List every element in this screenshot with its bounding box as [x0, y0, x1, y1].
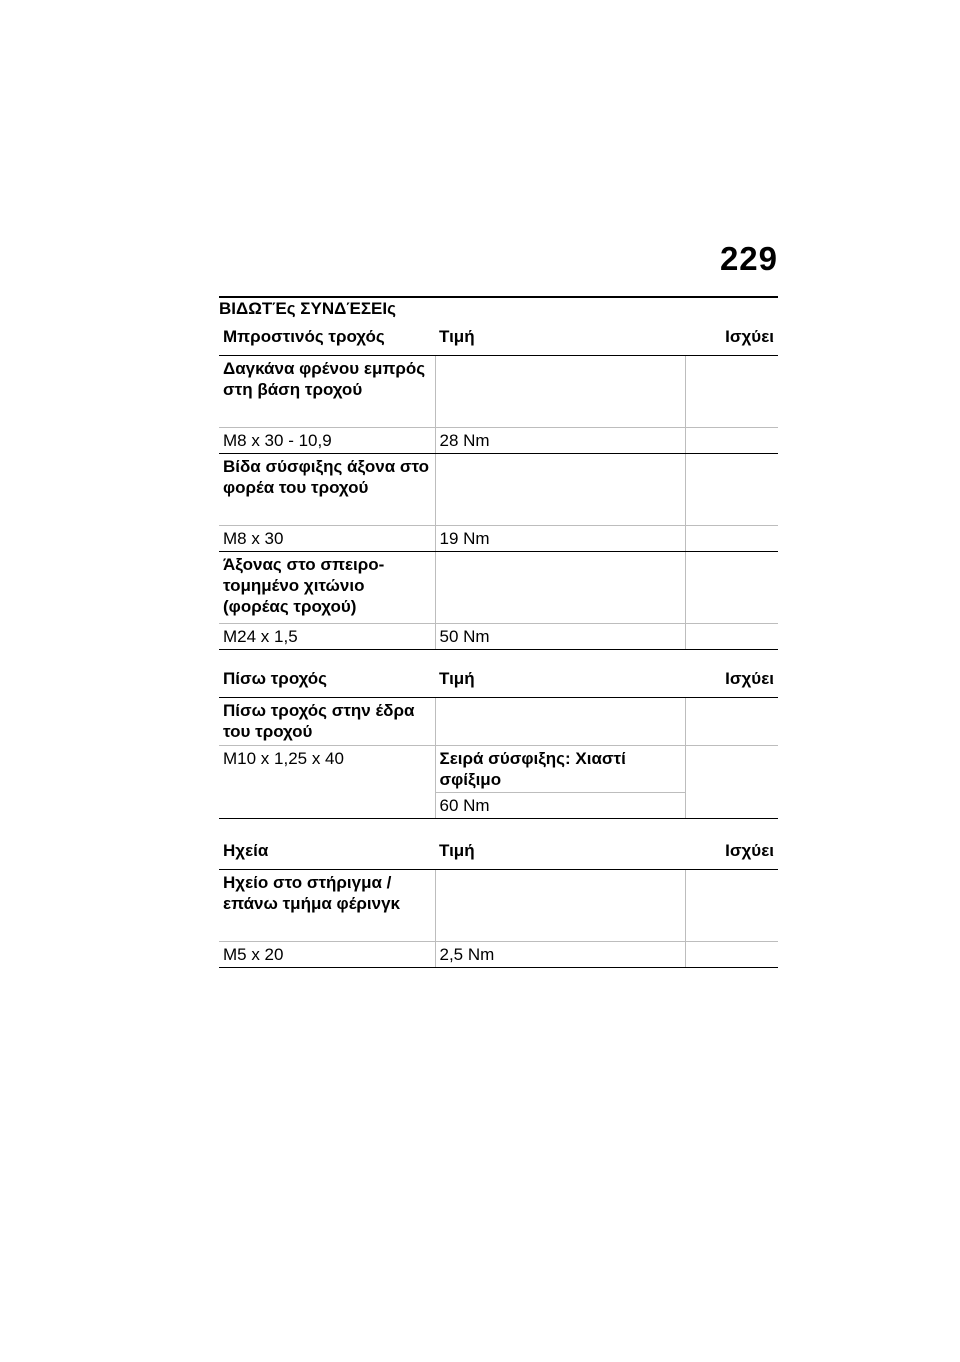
- table-row: [219, 552, 778, 624]
- header-component: Ηχεία: [219, 834, 435, 870]
- table-row: [219, 428, 778, 454]
- table-row: [219, 746, 778, 793]
- table-header-row: [219, 662, 778, 698]
- spec-size: M5 x 20: [219, 942, 435, 968]
- header-value: Τιμή: [435, 662, 685, 698]
- part-name: Βίδα σύσφιξης άξονα στο φορέα του τροχού: [219, 454, 435, 526]
- spec-size: M10 x 1,25 x 40: [219, 746, 435, 819]
- header-valid: Ισχύει: [685, 662, 778, 698]
- table-row: [219, 624, 778, 650]
- header-valid: Ισχύει: [685, 834, 778, 870]
- speakers-table-block: [219, 834, 778, 968]
- header-valid: Ισχύει: [685, 320, 778, 356]
- spec-valid-empty: [685, 624, 778, 650]
- spec-torque: 50 Nm: [435, 624, 685, 650]
- front-wheel-table-block: [219, 320, 778, 650]
- table-row: [219, 942, 778, 968]
- page-number: 229: [719, 240, 778, 277]
- part-name: Άξονας στο σπειρο-τομημένο χιτώνιο (φορέας τροχού): [219, 552, 435, 624]
- part-value-empty: [435, 552, 685, 624]
- spec-size: M24 x 1,5: [219, 624, 435, 650]
- spec-torque: 60 Nm: [435, 793, 685, 819]
- part-name: Πίσω τροχός στην έδρα του τροχού: [219, 698, 435, 746]
- header-value: Τιμή: [435, 834, 685, 870]
- part-valid-empty: [685, 454, 778, 526]
- part-value-empty: [435, 356, 685, 428]
- part-value-empty: [435, 454, 685, 526]
- spec-size: M8 x 30: [219, 526, 435, 552]
- spec-valid-empty: [685, 942, 778, 968]
- front-wheel-table: [219, 320, 778, 650]
- table-row: [219, 526, 778, 552]
- table-header-row: [219, 834, 778, 870]
- spec-valid-empty: [685, 526, 778, 552]
- spec-valid-empty: [685, 746, 778, 819]
- header-component: Πίσω τροχός: [219, 662, 435, 698]
- part-valid-empty: [685, 698, 778, 746]
- part-value-empty: [435, 698, 685, 746]
- part-valid-empty: [685, 552, 778, 624]
- part-name: Ηχείο στο στήριγμα / επάνω τμήμα φέρινγκ: [219, 870, 435, 942]
- header-value: Τιμή: [435, 320, 685, 356]
- part-valid-empty: [685, 356, 778, 428]
- spec-valid-empty: [685, 428, 778, 454]
- header-component: Μπροστινός τροχός: [219, 320, 435, 356]
- spec-torque: 28 Nm: [435, 428, 685, 454]
- rear-wheel-table: [219, 662, 778, 819]
- section-title: ΒΙΔΩΤΈς ΣΥΝΔΈΣΕΙς: [219, 296, 778, 319]
- spec-torque: 19 Nm: [435, 526, 685, 552]
- part-value-empty: [435, 870, 685, 942]
- speakers-table: [219, 834, 778, 968]
- part-name: Δαγκάνα φρένου εμπρός στη βάση τροχού: [219, 356, 435, 428]
- table-row: [219, 356, 778, 428]
- spec-torque: 2,5 Nm: [435, 942, 685, 968]
- table-row: [219, 870, 778, 942]
- rear-wheel-table-block: [219, 662, 778, 819]
- table-row: [219, 698, 778, 746]
- tightening-order-note: Σειρά σύσφιξης: Χιαστί σφίξιμο: [435, 746, 685, 793]
- spec-size: M8 x 30 - 10,9: [219, 428, 435, 454]
- table-header-row: [219, 320, 778, 356]
- part-valid-empty: [685, 870, 778, 942]
- table-row: [219, 454, 778, 526]
